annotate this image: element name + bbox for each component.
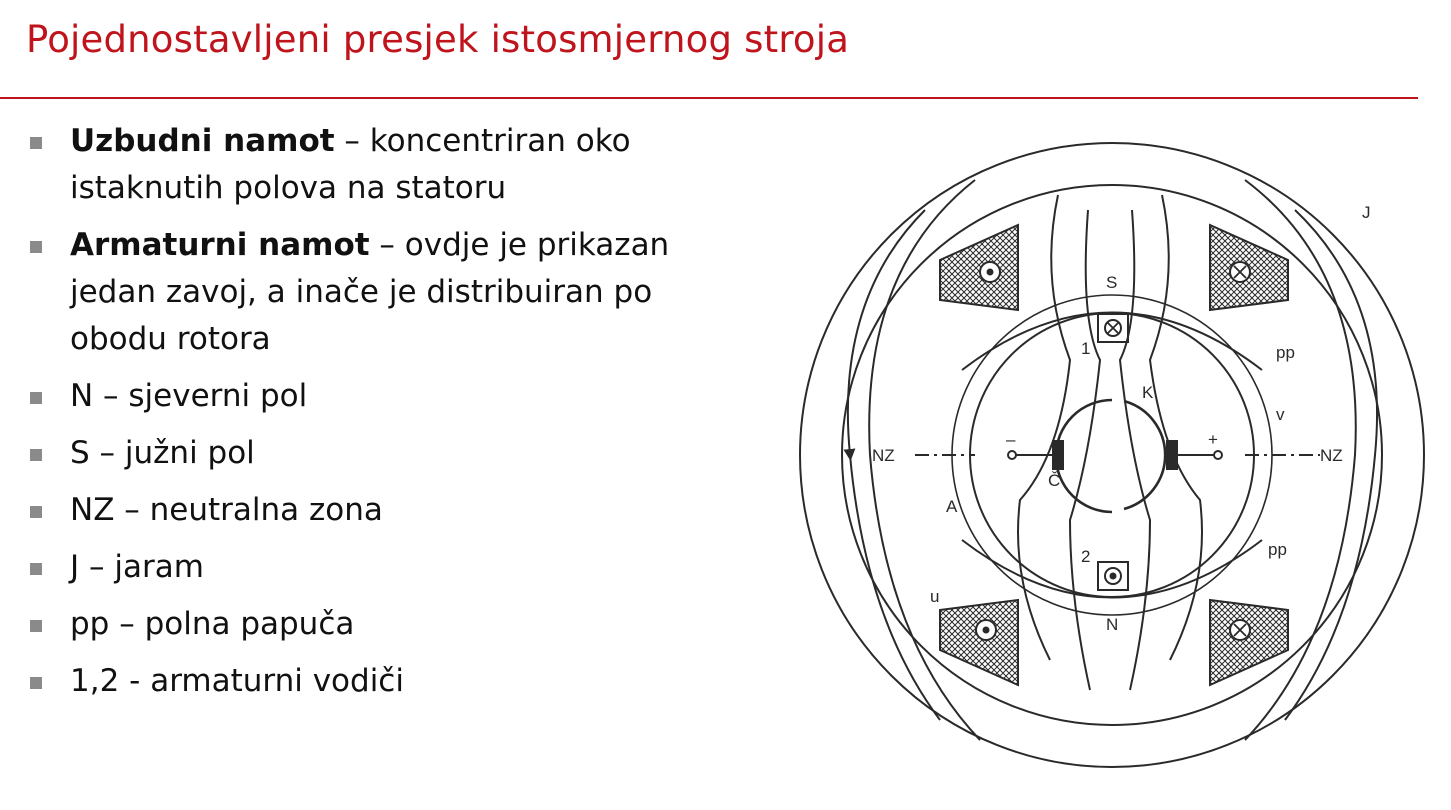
bullet-marker <box>30 241 42 253</box>
field-coil-bottom-right <box>1210 600 1288 685</box>
label-brush: Č <box>1048 471 1061 490</box>
bullet-item-south-pole <box>26 430 756 477</box>
label-field-winding: u <box>930 587 940 606</box>
bullet-item-yoke <box>26 544 756 591</box>
label-minus: – <box>1006 430 1016 449</box>
bullet-marker <box>30 449 42 461</box>
bullet-item-neutral-zone <box>26 487 756 534</box>
label-armature: A <box>946 497 958 516</box>
bullet-text: – ovdje je prikazan jedan zavoj, a inače je distribuiran po obodu rotora <box>70 227 670 357</box>
bullet-marker <box>30 137 42 149</box>
bullet-text: S – južni pol <box>70 435 255 471</box>
label-plus: + <box>1208 430 1218 449</box>
bullet-text: pp – polna papuča <box>70 606 355 642</box>
bullet-text: N – sjeverni pol <box>70 378 308 414</box>
bullet-term: Armaturni namot <box>70 227 370 263</box>
bullet-marker <box>30 392 42 404</box>
bullet-marker <box>30 506 42 518</box>
commutator-left <box>1056 400 1112 512</box>
bullet-list <box>26 118 756 715</box>
bullet-item-field-winding <box>26 118 756 212</box>
label-velocity: v <box>1276 405 1285 424</box>
bullet-item-north-pole <box>26 373 756 420</box>
label-commutator: K <box>1142 383 1154 402</box>
bullet-marker <box>30 563 42 575</box>
label-conductor-1: 1 <box>1081 339 1091 358</box>
bullet-text: NZ – neutralna zona <box>70 492 383 528</box>
title-underline <box>0 97 1418 99</box>
label-pole-shoe-bottom: pp <box>1268 540 1287 559</box>
dc-machine-cross-section <box>790 100 1450 806</box>
label-south: S <box>1106 273 1118 292</box>
bullet-marker <box>30 677 42 689</box>
label-pole-shoe-top: pp <box>1276 343 1295 362</box>
bullet-item-pole-shoe <box>26 601 756 648</box>
commutator-right <box>1124 401 1165 509</box>
bullet-marker <box>30 620 42 632</box>
brush-left <box>1052 440 1064 470</box>
bullet-item-armature-winding <box>26 222 756 363</box>
label-north: N <box>1106 615 1119 634</box>
dc-machine-svg <box>790 100 1450 806</box>
bullet-text: 1,2 - armaturni vodiči <box>70 663 404 699</box>
label-yoke: J <box>1362 203 1371 222</box>
bullet-item-conductors <box>26 658 756 705</box>
label-conductor-2: 2 <box>1081 547 1091 566</box>
label-neutral-zone-right: NZ <box>1320 446 1343 465</box>
bullet-text: – koncentriran oko istaknutih polova na statoru <box>70 123 631 206</box>
label-neutral-zone-left: NZ <box>872 446 895 465</box>
brush-right <box>1166 440 1178 470</box>
bullet-text: J – jaram <box>70 549 204 585</box>
page-title: Pojednostavljeni presjek istosmjernog stroja <box>26 18 850 61</box>
bullet-term: Uzbudni namot <box>70 123 335 159</box>
